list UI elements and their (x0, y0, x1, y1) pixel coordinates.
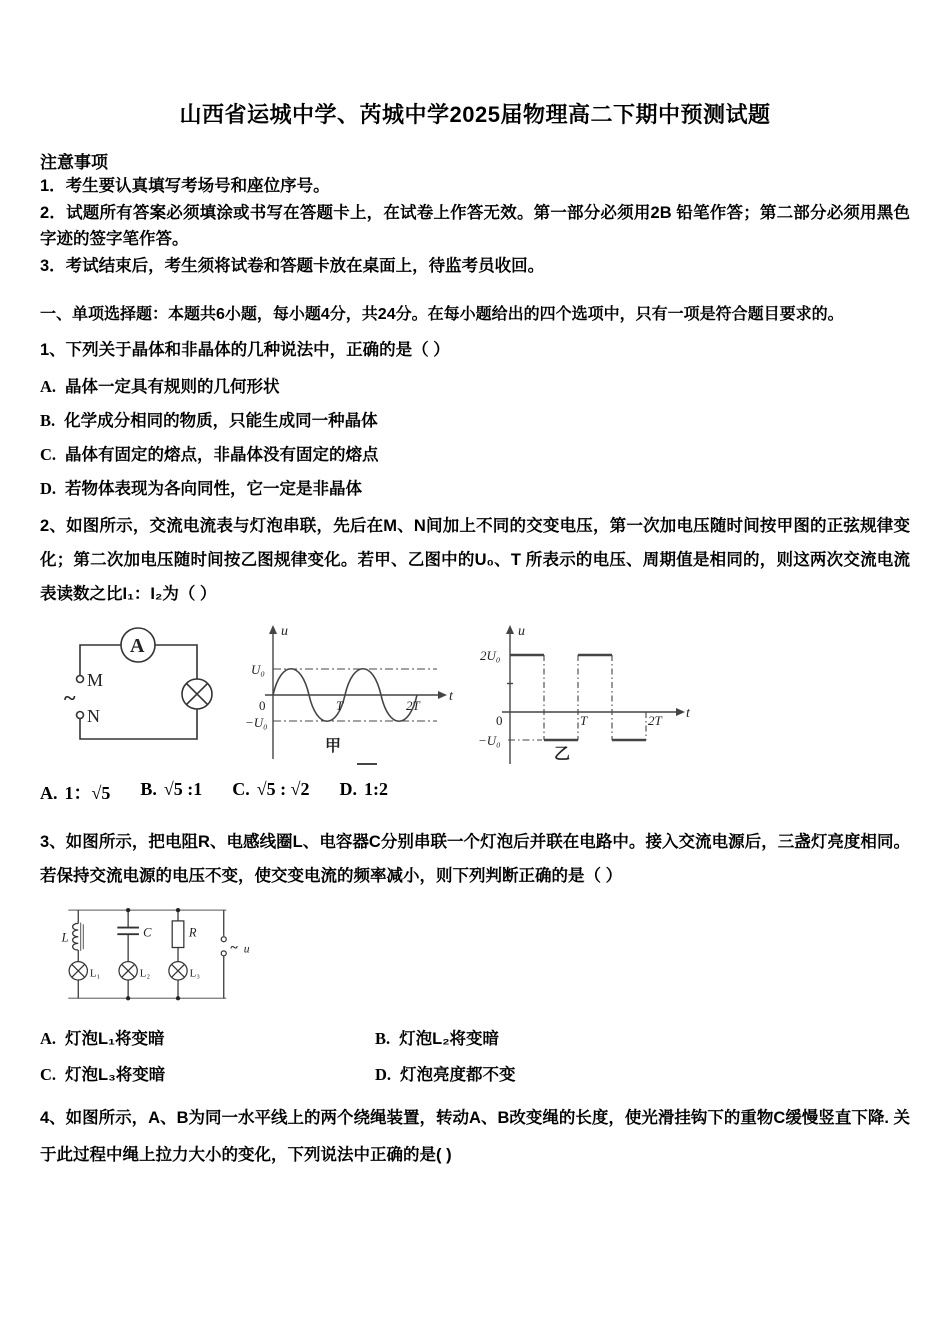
neg-u0-label: −U₀ (478, 733, 501, 748)
question-2-option-a (40, 779, 110, 805)
section-heading: 一、单项选择题：本题共6小题，每小题4分，共24分。在每小题给出的四个选项中，只有一项是符合题目要求的。 (40, 306, 844, 323)
ammeter-label: A (130, 635, 145, 657)
option-text: √5 :1 (163, 779, 203, 799)
question-1-options (40, 376, 910, 500)
source-terminal (221, 951, 226, 956)
junction-dot (126, 996, 130, 1000)
y-axis-label: u (281, 624, 288, 639)
option-text: 若物体表现为各向同性，它一定是非晶体 (65, 480, 363, 498)
resistor-icon (172, 921, 184, 948)
wire (155, 645, 197, 679)
option-letter: A. (40, 1029, 57, 1048)
option-letter: D. (339, 779, 358, 799)
resistor-label: R (188, 925, 197, 940)
option-text: 灯泡亮度都不变 (400, 1066, 516, 1084)
notice-item-2: 2．试题所有答案必须填涂或书写在答题卡上，在试卷上作答无效。第一部分必须用2B 铅笔作答；第二部分必须用黑色字迹的签字笔作答。 (40, 203, 910, 248)
option-text: 灯泡L₃将变暗 (65, 1066, 166, 1084)
option-text: 1：√5 (64, 783, 111, 803)
x-arrow-icon (438, 691, 447, 699)
question-3-option-a (40, 1028, 375, 1050)
question-1-stem: 1、下列关于晶体和非晶体的几种说法中，正确的是（ ） (40, 341, 450, 359)
question-2-figures (52, 617, 910, 769)
source-terminal (221, 937, 226, 942)
option-letter: D. (40, 479, 57, 498)
q2-circuit-figure (52, 617, 227, 765)
junction-dot (176, 908, 180, 912)
option-letter: B. (375, 1029, 391, 1048)
option-letter: A. (40, 783, 58, 803)
junction-dot (126, 908, 130, 912)
page-title: 山西省运城中学、芮城中学2025届物理高二下期中预测试题 (179, 102, 771, 127)
option-text: 灯泡L₁将变暗 (65, 1030, 165, 1048)
notice-heading: 注意事项 (40, 153, 108, 172)
x-axis-label: t (686, 706, 690, 721)
option-letter: C. (40, 1065, 57, 1084)
question-3-stem: 3、如图所示，把电阻R、电感线圈L、电容器C分别串联一个灯泡后并联在电路中。接入交流电源后，三盏灯亮度相同。若保持交流电源的电压不变，使交变电流的频率减小，则下列判断正确的是（ ） (40, 833, 910, 885)
lamp-3-label: L₃ (189, 967, 201, 980)
t-label: T (580, 713, 588, 728)
question-1-option-d (40, 478, 910, 500)
inductor-label: L (61, 930, 69, 945)
q2-waveform-yi (478, 617, 693, 769)
notice-item-1: 1．考生要认真填写考场号和座位序号。 (40, 177, 330, 195)
source-voltage-label: u (243, 942, 250, 956)
question-2-option-b (140, 779, 202, 805)
question-4-stem: 4、如图所示，A、B为同一水平线上的两个绕绳装置，转动A、B改变绳的长度，使光滑挂钩下的重物C缓慢竖直下降. 关于此过程中绳上拉力大小的变化，下列说法中正确的是( ) (40, 1109, 910, 1164)
neg-u0-label: −U₀ (245, 715, 268, 730)
question-2-stem: 2、如图所示，交流电流表与灯泡串联，先后在M、N间加上不同的交变电压，第一次加电压随时间按甲图的正弦规律变化；第二次加电压随时间按乙图规律变化。若甲、乙图中的U₀、T 所表示的电压、周期值是相同的，则这两次交流电流表读数之比I₁：I₂为（ ） (40, 517, 910, 603)
notice-item-3: 3．考试结束后，考生须将试卷和答题卡放在桌面上，待监考员收回。 (40, 256, 545, 275)
capacitor-label: C (143, 925, 152, 940)
origin-label: 0 (259, 698, 266, 713)
option-text: 晶体有固定的熔点，非晶体没有固定的熔点 (65, 446, 379, 464)
question-3-figure (45, 899, 910, 1016)
option-text: 化学成分相同的物质，只能生成同一种晶体 (64, 412, 378, 430)
2t-label: 2T (648, 713, 662, 728)
t-label: T (336, 698, 344, 713)
lamp-1-label: L₁ (89, 967, 101, 980)
u0-label: U₀ (251, 662, 265, 677)
x-axis-label: t (449, 689, 453, 704)
ac-source-symbol: ~ (230, 939, 238, 956)
y-arrow-icon (506, 625, 514, 634)
y-arrow-icon (269, 625, 277, 634)
option-letter: C. (40, 445, 57, 464)
question-3-option-b (375, 1028, 710, 1050)
terminal-m-label: M (87, 670, 104, 690)
question-2-option-c (232, 779, 309, 805)
question-3-option-c (40, 1064, 375, 1086)
option-letter: C. (232, 779, 250, 799)
terminal-n-label: N (87, 706, 100, 726)
figure-caption-yi: 乙 (554, 746, 571, 763)
option-text: 1:2 (364, 779, 389, 799)
question-2-options (40, 779, 910, 805)
junction-dot (176, 996, 180, 1000)
q2-waveform-jia (245, 617, 460, 769)
x-arrow-icon (676, 708, 685, 716)
option-text: 晶体一定具有规则的几何形状 (65, 378, 280, 396)
option-letter: B. (140, 779, 157, 799)
option-letter: B. (40, 411, 56, 430)
inductor-coil-icon (73, 923, 79, 950)
y-axis-label: u (518, 624, 525, 639)
option-text: 灯泡L₂将变暗 (399, 1030, 500, 1048)
question-1-option-a (40, 376, 910, 398)
question-1-option-c (40, 444, 910, 466)
option-letter: A. (40, 377, 57, 396)
origin-label: 0 (496, 713, 503, 728)
question-3-option-d (375, 1064, 710, 1086)
option-text: √5 : √2 (256, 779, 310, 799)
question-2-option-d (340, 779, 389, 805)
question-3-options (40, 1028, 910, 1086)
terminal-m-icon (77, 676, 84, 683)
2u0-label: 2U₀ (480, 648, 501, 663)
ac-source-symbol: ~ (64, 685, 76, 710)
option-letter: D. (375, 1065, 392, 1084)
q3-circuit-figure (45, 899, 257, 1011)
question-1-option-b (40, 410, 910, 432)
terminal-n-icon (77, 712, 84, 719)
2t-label: 2T (406, 698, 420, 713)
lamp-2-label: L₂ (139, 967, 151, 980)
figure-caption-jia: 甲 (325, 738, 342, 755)
